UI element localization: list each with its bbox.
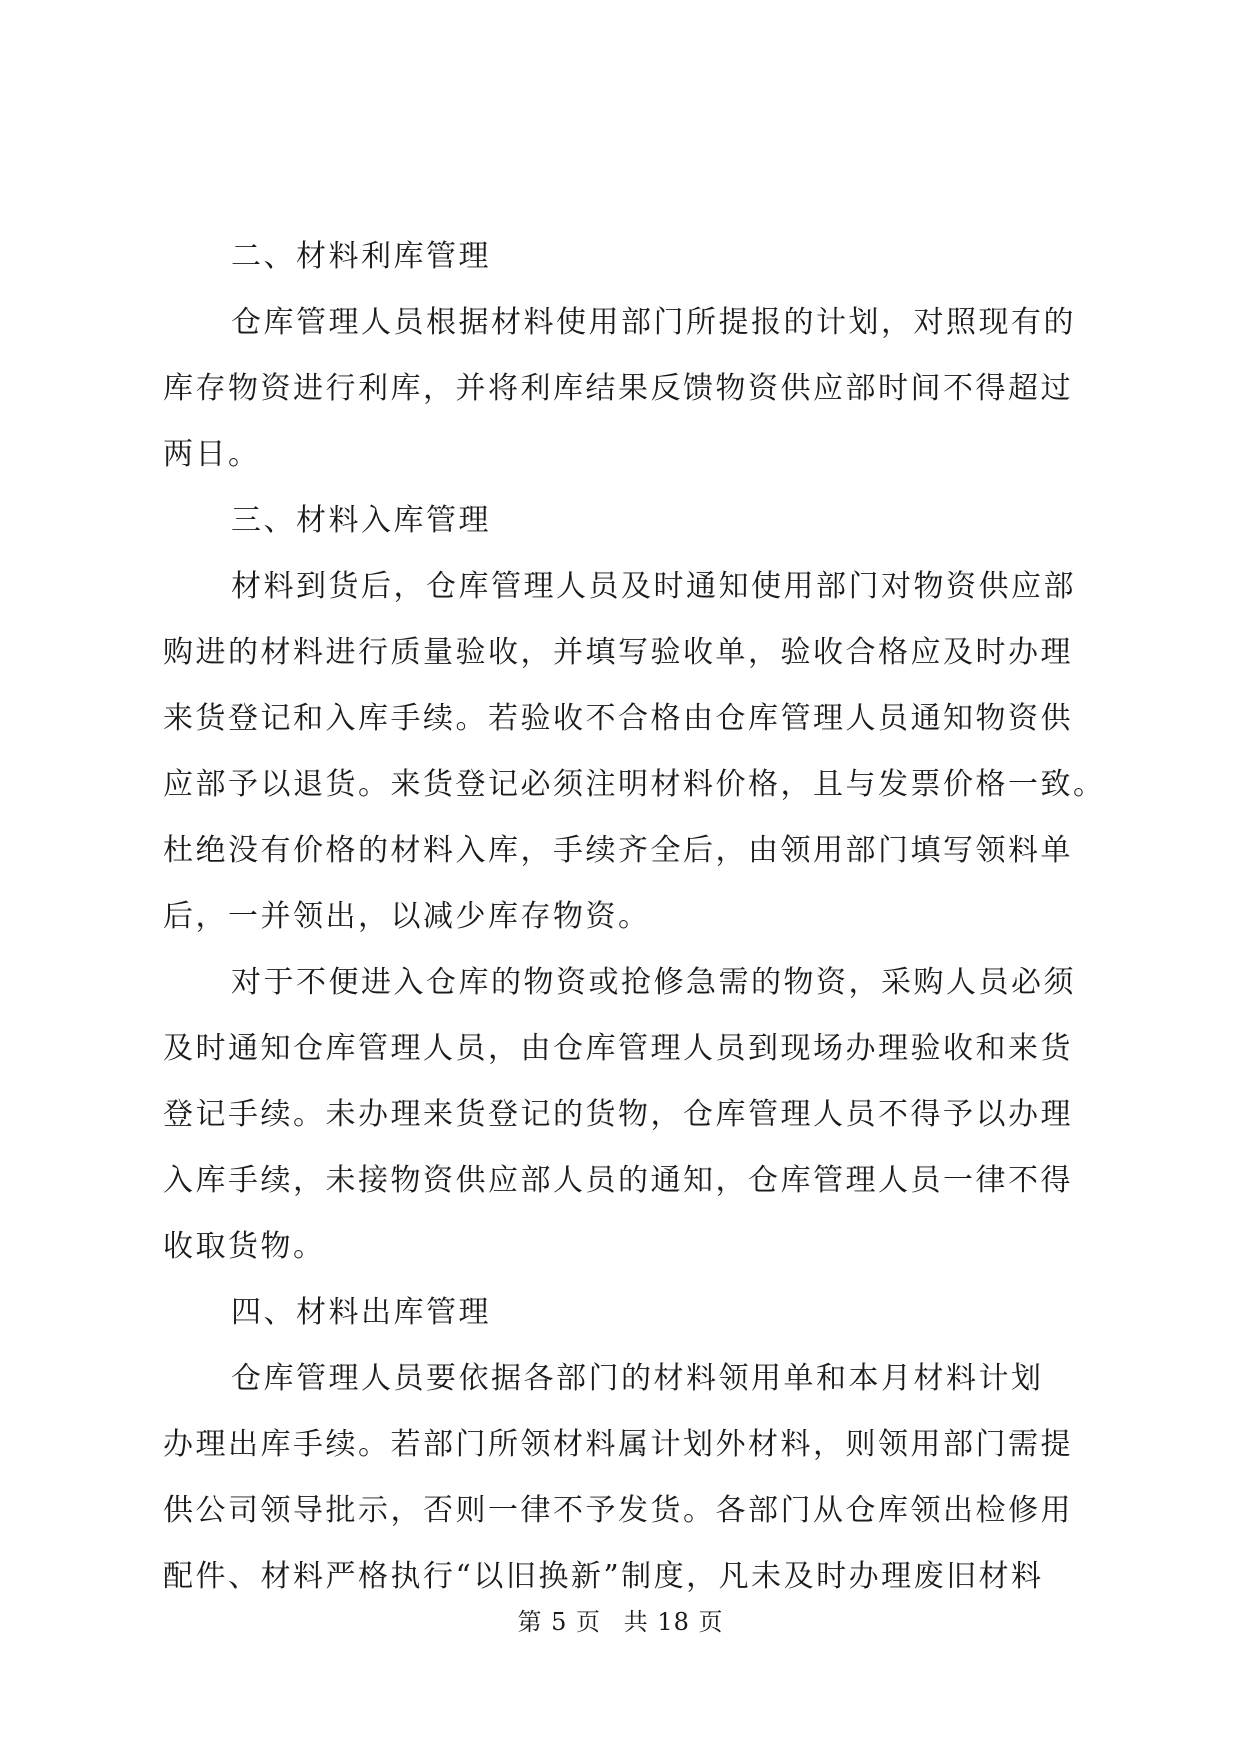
paragraph-line: 仓库管理人员要依据各部门的材料领用单和本月材料计划 (231, 1361, 1044, 1396)
paragraph-line: 材料到货后，仓库管理人员及时通知使用部门对物资供应部 (231, 569, 1076, 604)
paragraph-line: 两日。 (163, 437, 261, 472)
paragraph-line: 办理出库手续。若部门所领材料属计划外材料，则领用部门需提 (163, 1427, 1073, 1462)
paragraph-line: 配件、材料严格执行“以旧换新”制度，凡未及时办理废旧材料 (163, 1559, 1044, 1594)
paragraph-line: 库存物资进行利库，并将利库结果反馈物资供应部时间不得超过 (163, 371, 1073, 406)
page-footer (0, 1602, 1241, 1637)
section-heading-2: 二、材料利库管理 (231, 239, 491, 274)
paragraph-line: 收取货物。 (163, 1229, 326, 1264)
section-heading-3: 三、材料入库管理 (231, 503, 491, 538)
document-body (163, 224, 1106, 1610)
paragraph-line: 入库手续，未接物资供应部人员的通知，仓库管理人员一律不得 (163, 1163, 1073, 1198)
paragraph-line: 登记手续。未办理来货登记的货物，仓库管理人员不得予以办理 (163, 1097, 1073, 1132)
paragraph-line: 供公司领导批示，否则一律不予发货。各部门从仓库领出检修用 (163, 1493, 1073, 1528)
paragraph-line: 购进的材料进行质量验收，并填写验收单，验收合格应及时办理 (163, 635, 1073, 670)
paragraph-line: 对于不便进入仓库的物资或抢修急需的物资，采购人员必须 (231, 965, 1076, 1000)
paragraph-line: 及时通知仓库管理人员，由仓库管理人员到现场办理验收和来货 (163, 1031, 1073, 1066)
page-number-total: 共 18 页 (623, 1608, 724, 1636)
paragraph-line: 后，一并领出，以减少库存物资。 (163, 899, 651, 934)
section-heading-4: 四、材料出库管理 (231, 1295, 491, 1330)
paragraph-line: 仓库管理人员根据材料使用部门所提报的计划，对照现有的 (231, 305, 1076, 340)
paragraph-line: 应部予以退货。来货登记必须注明材料价格，且与发票价格一致。 (163, 767, 1106, 802)
page-number-current: 第 5 页 (517, 1608, 602, 1636)
paragraph-line: 杜绝没有价格的材料入库，手续齐全后，由领用部门填写领料单 (163, 833, 1073, 868)
paragraph-line: 来货登记和入库手续。若验收不合格由仓库管理人员通知物资供 (163, 701, 1073, 736)
